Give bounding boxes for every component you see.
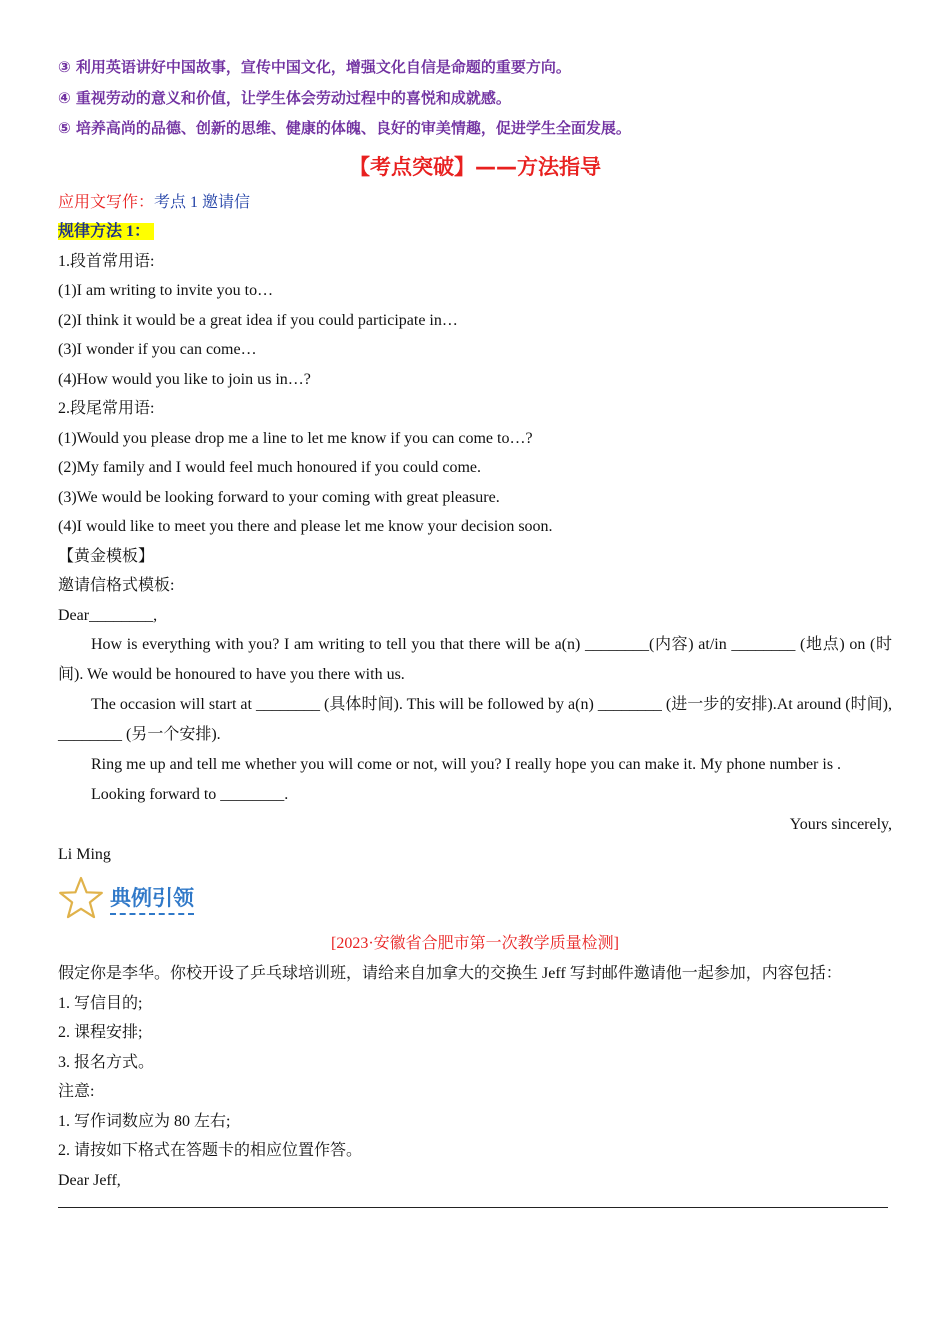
intro-point: ⑤ 培养高尚的品德、创新的思维、健康的体魄、良好的审美情趣，促进学生全面发展。 — [58, 119, 631, 137]
topic-line — [58, 188, 892, 218]
opening-line: (1)I am writing to invite you to… — [58, 282, 274, 299]
closing-line: (2)My family and I would feel much honoured if you could come. — [58, 459, 481, 476]
task-line: 假定你是李华。你校开设了乒乓球培训班，请给来自加拿大的交换生 Jeff 写封邮件邀请他一起参加，内容包括： — [58, 965, 842, 982]
task-line: 1. 写作词数应为 80 左右; — [58, 1112, 231, 1130]
opening-line: (2)I think it would be a great idea if you could participate in… — [58, 311, 458, 329]
template-paragraph: How is everything with you? I am writing to tell you that there will be a(n) ________(内容) at/in ________ (地点) on (时间). We would be honoured to have you there with us. — [58, 636, 892, 683]
document-page — [58, 52, 892, 1208]
section-title: 【考点突破】——方法指导 — [349, 154, 601, 179]
template-closing: Yours sincerely, — [789, 816, 892, 833]
template-salutation: Dear________, — [58, 606, 158, 624]
intro-point: ④ 重视劳动的意义和价值，让学生体会劳动过程中的喜悦和成就感。 — [58, 88, 511, 107]
template-label: 【黄金模板】 — [58, 547, 155, 565]
opening-line: (3)I wonder if you can come… — [58, 341, 257, 358]
star-icon — [58, 875, 104, 921]
template-signature: Li Ming — [58, 845, 111, 863]
template-paragraph: Ring me up and tell me whether you will come or not, will you? I really hope you can make it. My phone number is . — [91, 756, 842, 773]
task-line: 1. 写信目的; — [58, 994, 143, 1012]
example-label: 典例引领 — [110, 882, 194, 915]
template-paragraph: The occasion will start at ________ (具体时间). This will be followed by a(n) ________ (进一步的安排).At around (时间), ________ (另一个安排). — [58, 696, 892, 743]
closing-heading: 2.段尾常用语: — [58, 400, 155, 417]
template-paragraph: Looking forward to ________. — [91, 786, 289, 803]
example-header — [58, 871, 892, 925]
task-line: Dear Jeff, — [58, 1171, 121, 1189]
task-line: 2. 课程安排; — [58, 1024, 143, 1041]
opening-heading: 1.段首常用语: — [58, 252, 155, 270]
closing-line: (4)I would like to meet you there and please let me know your decision soon. — [58, 518, 553, 535]
task-line: 注意: — [58, 1083, 95, 1100]
task-line: 2. 请按如下格式在答题卡的相应位置作答。 — [58, 1142, 363, 1159]
topic-name: 考点 1 邀请信 — [154, 193, 251, 211]
example-source: [2023·安徽省合肥市第一次教学质量检测] — [331, 935, 619, 952]
topic-prefix: 应用文写作： — [58, 193, 155, 211]
intro-points — [58, 52, 892, 144]
closing-line: (3)We would be looking forward to your coming with great pleasure. — [58, 488, 500, 506]
method-line — [58, 217, 892, 247]
opening-line: (4)How would you like to join us in…? — [58, 370, 311, 388]
closing-line: (1)Would you please drop me a line to let me know if you can come to…? — [58, 429, 533, 447]
task-line: 3. 报名方式。 — [58, 1053, 155, 1071]
answer-line[interactable] — [58, 1199, 888, 1208]
method-label: 规律方法 1： — [58, 223, 154, 240]
template-format: 邀请信格式模板: — [58, 577, 175, 594]
intro-point: ③ 利用英语讲好中国故事，宣传中国文化，增强文化自信是命题的重要方向。 — [58, 58, 571, 76]
